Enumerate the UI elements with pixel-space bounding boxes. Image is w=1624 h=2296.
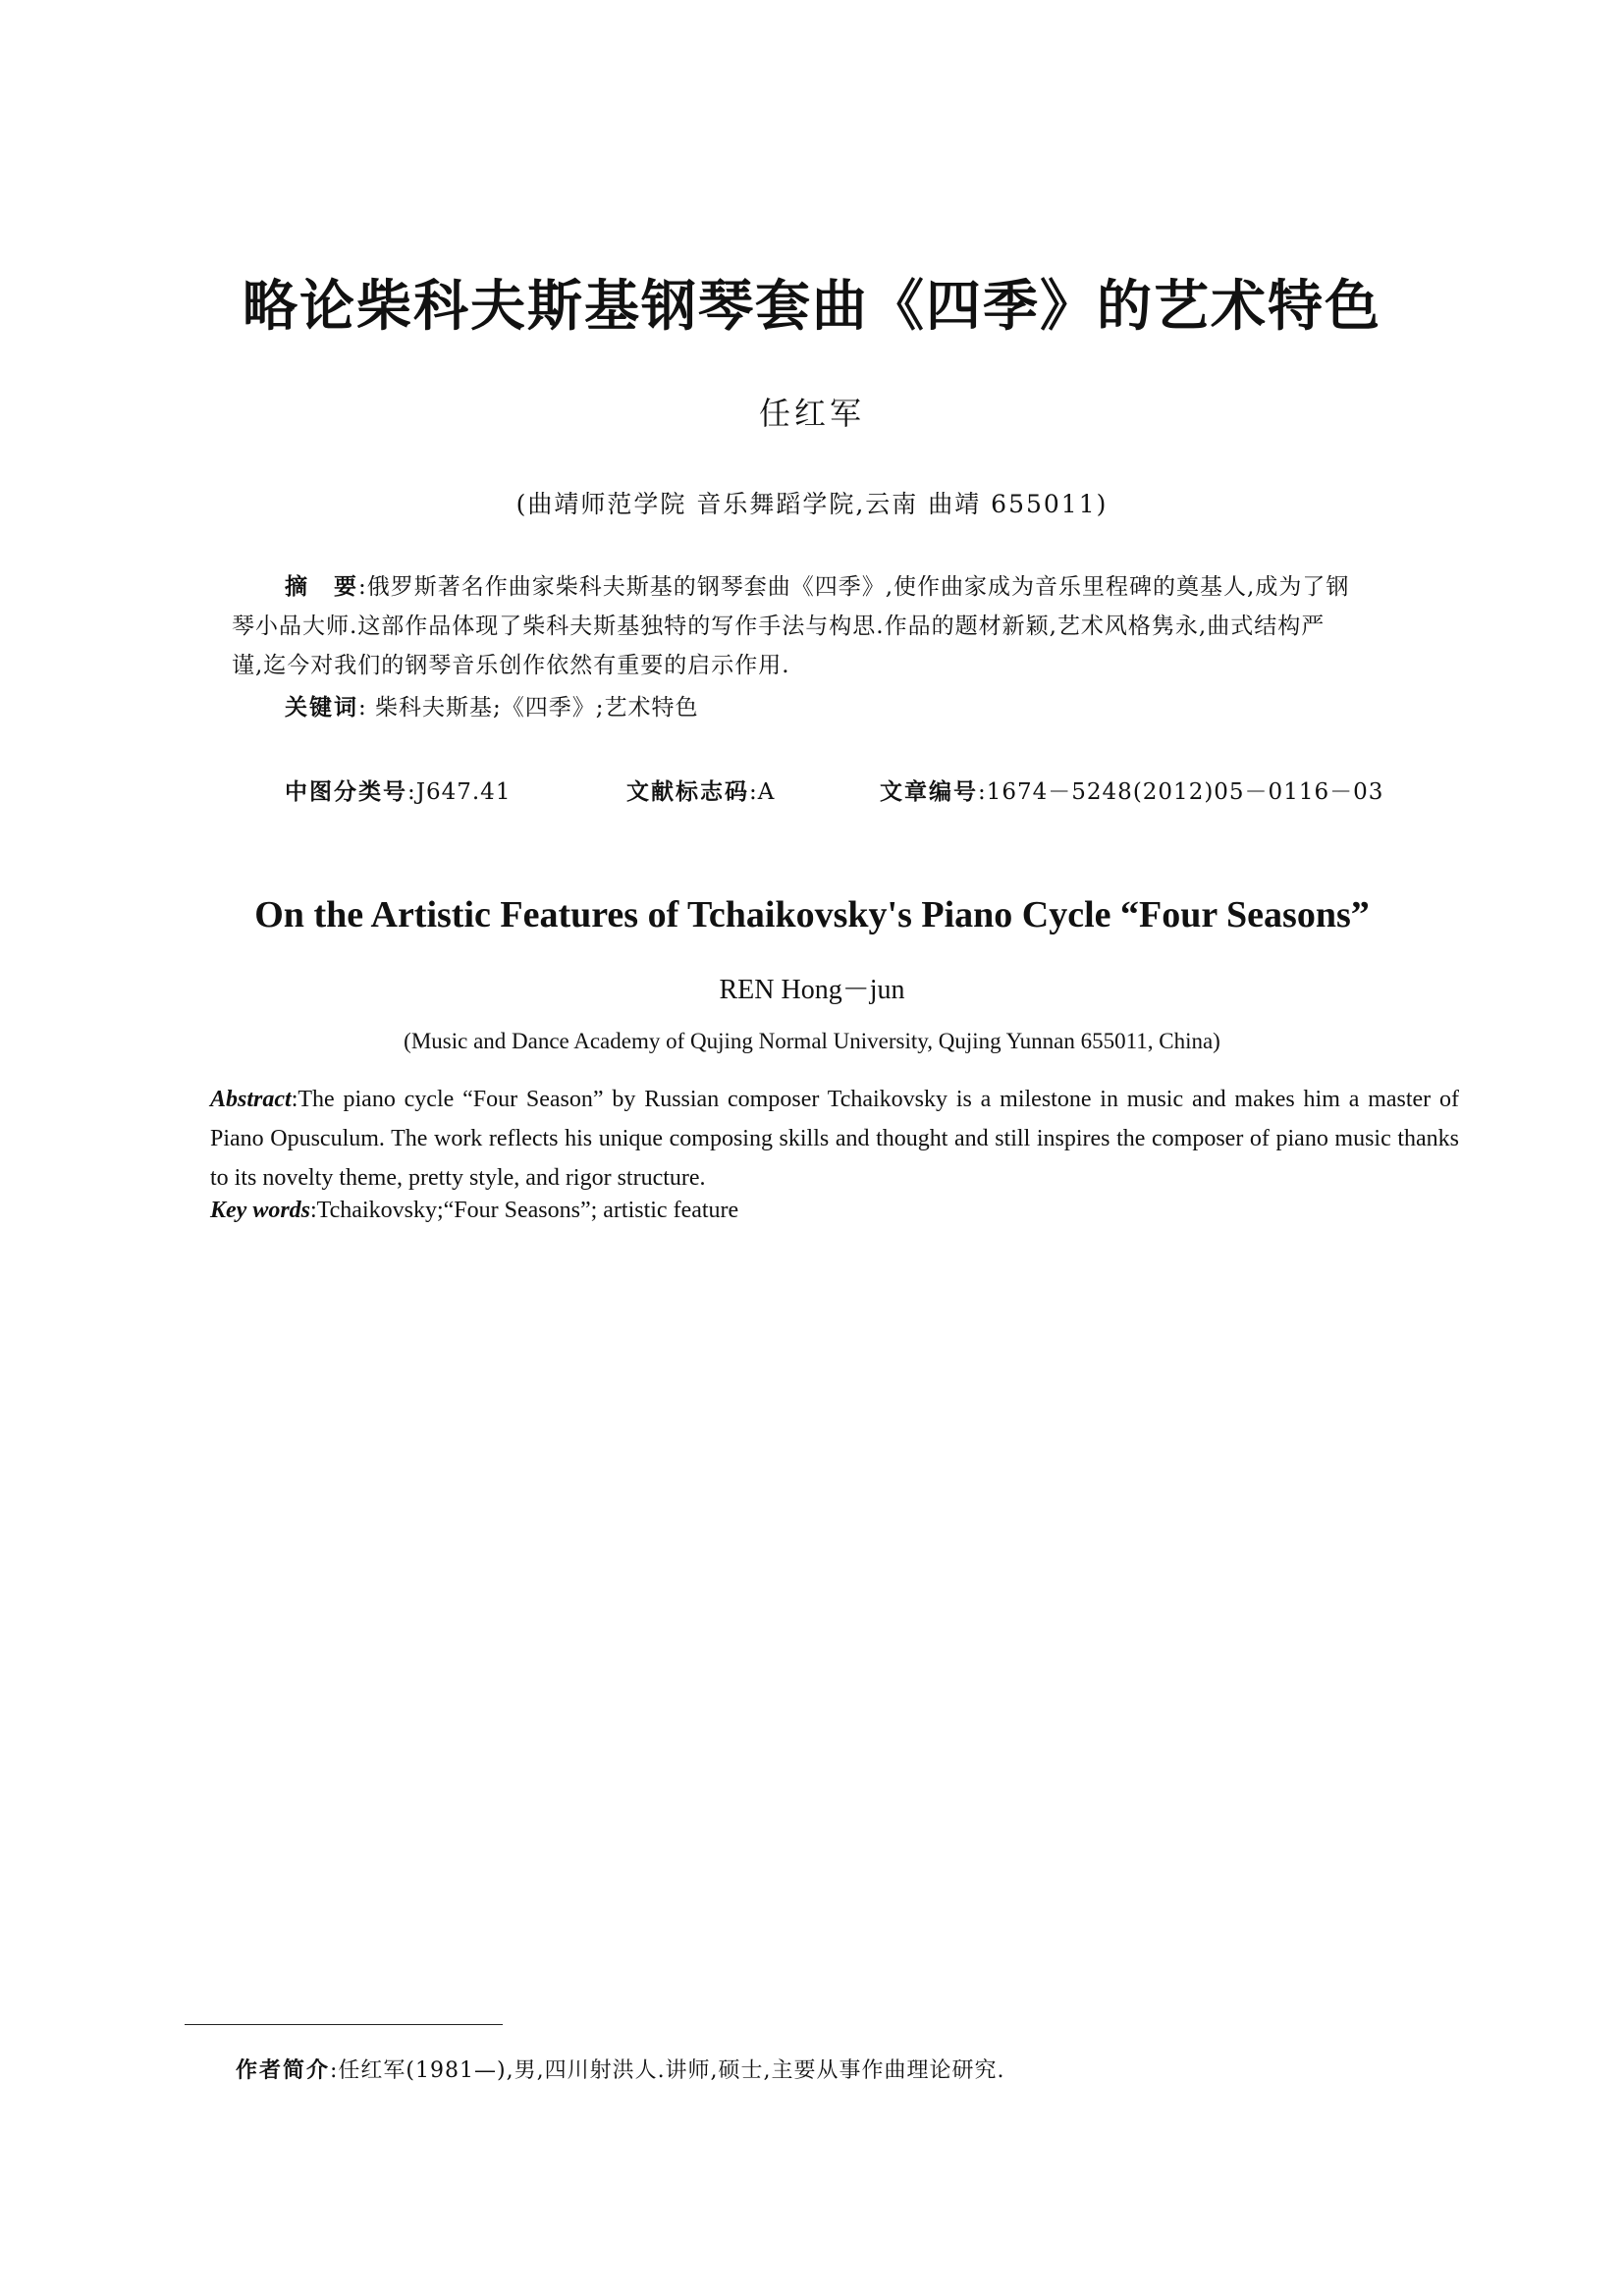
document-code (626, 774, 775, 806)
english-keywords (210, 1198, 738, 1224)
chinese-abstract-line-3: 谨,迄今对我们的钢琴音乐创作依然有重要的启示作用. (232, 653, 790, 678)
chinese-abstract (232, 567, 1410, 685)
english-abstract-paragraph (185, 1080, 1459, 1198)
chinese-keywords (285, 689, 699, 721)
english-keywords-text: :Tchaikovsky;“Four Seasons”; artistic feature (310, 1198, 739, 1223)
english-affiliation: (Music and Dance Academy of Qujing Normal University, Qujing Yunnan 655011, China) (404, 1029, 1220, 1053)
chinese-keywords-label: 关键词 (285, 695, 358, 721)
english-abstract-label: Abstract (210, 1087, 292, 1112)
chinese-keywords-text: : 柴科夫斯基;《四季》;艺术特色 (358, 695, 699, 721)
chinese-title: 略论柴科夫斯基钢琴套曲《四季》的艺术特色 (243, 275, 1381, 339)
document-code-value: :A (749, 779, 776, 805)
chinese-author: 任红军 (758, 395, 865, 432)
english-author: REN Hong－jun (719, 975, 905, 1005)
chinese-abstract-label: 摘 要 (285, 574, 358, 600)
article-number-label: 文章编号 (880, 779, 978, 805)
chinese-abstract-line-1 (232, 567, 1410, 607)
chinese-abstract-line-2: 琴小品大师.这部作品体现了柴科夫斯基独特的写作手法与构思.作品的题材新颖,艺术风格隽永,曲式结构严 (232, 614, 1326, 639)
chinese-affiliation: (曲靖师范学院 音乐舞蹈学院,云南 曲靖 655011) (515, 490, 1109, 518)
article-number-value: :1674－5248(2012)05－0116－03 (978, 779, 1384, 805)
classification-number (285, 774, 511, 806)
article-number (880, 774, 1383, 806)
classification-label: 中图分类号 (285, 779, 407, 805)
footnote-divider (185, 2024, 503, 2025)
chinese-abstract-text-1: :俄罗斯著名作曲家柴科夫斯基的钢琴套曲《四季》,使作曲家成为音乐里程碑的奠基人,成为了钢 (358, 574, 1350, 600)
author-footnote (236, 2054, 1005, 2084)
english-keywords-label: Key words (210, 1198, 310, 1223)
english-title: On the Artistic Features of Tchaikovsky's Piano Cycle “Four Seasons” (254, 894, 1370, 935)
english-abstract-text: :The piano cycle “Four Season” by Russian composer Tchaikovsky is a milestone in music and makes him a master of Piano Opusculum. The work reflects his unique composing skills and thought and still inspires the composer of piano music thanks to its novelty theme, pretty style, and rigor structure. (210, 1087, 1459, 1191)
classification-value: :J647.41 (407, 779, 512, 805)
footnote-text: :任红军(1981—),男,四川射洪人.讲师,硕士,主要从事作曲理论研究. (330, 2058, 1005, 2083)
document-code-label: 文献标志码 (626, 779, 749, 805)
footnote-label: 作者简介 (236, 2058, 331, 2083)
english-abstract (185, 1080, 1459, 1198)
